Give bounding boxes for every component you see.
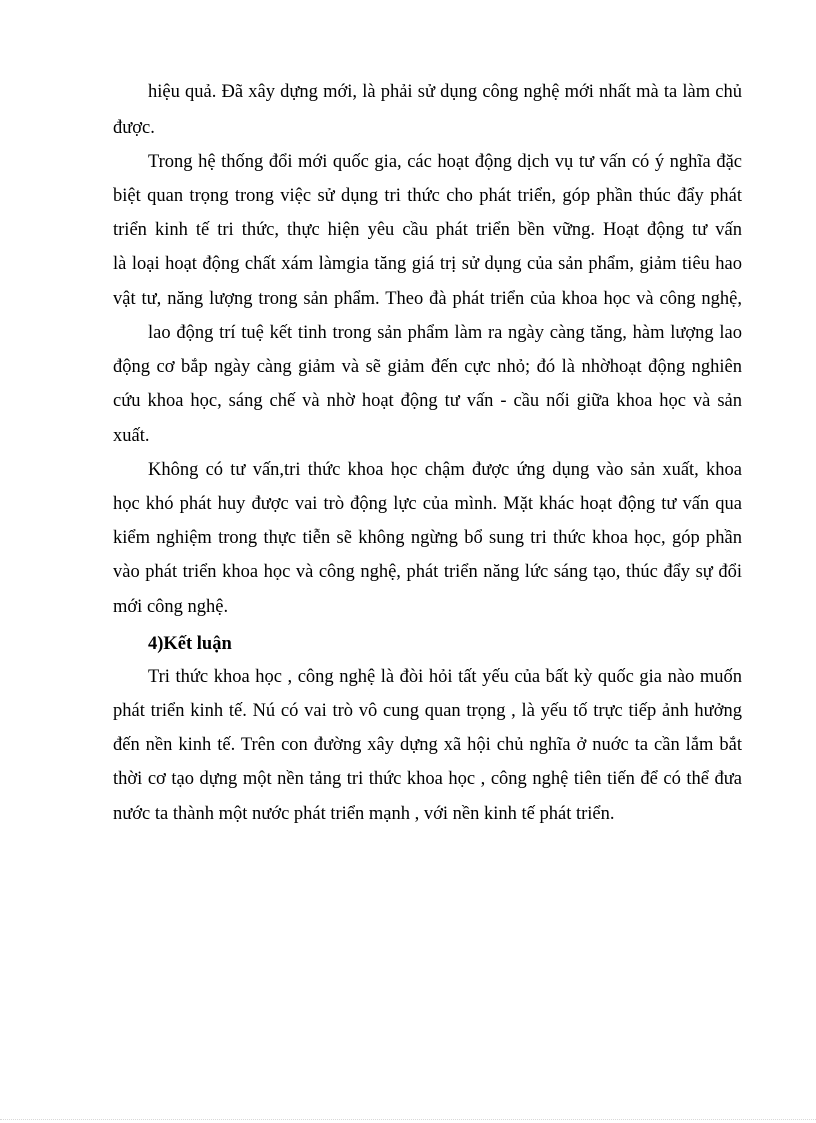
text-line: học khó phát huy được vai trò động lực của mình. Mặt khác hoạt động tư vấn qua bbox=[113, 494, 742, 514]
text-line: thời cơ tạo dựng một nền tảng tri thức khoa học , công nghệ tiên tiến để có thể đưa bbox=[113, 769, 742, 789]
text-line: biệt quan trọng trong việc sử dụng tri thức cho phát triển, góp phần thúc đẩy phát bbox=[113, 186, 742, 206]
section-heading: 4)Kết luận bbox=[148, 634, 232, 654]
text-line: Không có tư vấn,tri thức khoa học chậm được ứng dụng vào sản xuất, khoa bbox=[148, 460, 742, 480]
text-line: triển kinh tế tri thức, thực hiện yêu cầu phát triển bền vững. Hoạt động tư vấn bbox=[113, 220, 742, 240]
text-line: kiểm nghiệm trong thực tiễn sẽ không ngừng bổ sung tri thức khoa học, góp phần bbox=[113, 528, 742, 548]
text-line: đến nền kinh tế. Trên con đường xây dựng xã hội chủ nghĩa ở nuớc ta cần lắm bắt bbox=[113, 735, 742, 755]
text-line: phát triển kinh tế. Nú có vai trò vô cung quan trọng , là yếu tố trực tiếp ảnh hưởng bbox=[113, 701, 742, 721]
text-line: được. bbox=[113, 118, 155, 138]
text-line: vào phát triển khoa học và công nghệ, phát triển năng lức sáng tạo, thúc đẩy sự đổi bbox=[113, 562, 742, 582]
text-line: nước ta thành một nước phát triển mạnh , với nền kinh tế phát triển. bbox=[113, 804, 615, 824]
text-line: Trong hệ thống đổi mới quốc gia, các hoạt động dịch vụ tư vấn có ý nghĩa đặc bbox=[148, 152, 742, 172]
text-line: là loại hoạt động chất xám làmgia tăng giá trị sử dụng của sản phẩm, giảm tiêu hao bbox=[113, 254, 742, 274]
page-bottom-divider bbox=[0, 1119, 816, 1120]
text-line: cứu khoa học, sáng chế và nhờ hoạt động tư vấn - cầu nối giữa khoa học và sản bbox=[113, 391, 742, 411]
text-line: vật tư, năng lượng trong sản phẩm. Theo đà phát triển của khoa học và công nghệ, bbox=[113, 289, 742, 309]
text-line: lao động trí tuệ kết tinh trong sản phẩm làm ra ngày càng tăng, hàm lượng lao bbox=[148, 323, 742, 343]
text-line: xuất. bbox=[113, 426, 150, 446]
text-line: Tri thức khoa học , công nghệ là đòi hỏi tất yếu của bất kỳ quốc gia nào muốn bbox=[148, 667, 742, 687]
text-line: hiệu quả. Đã xây dựng mới, là phải sử dụng công nghệ mới nhất mà ta làm chủ bbox=[148, 82, 742, 102]
text-line: mới công nghệ. bbox=[113, 597, 229, 617]
text-line: động cơ bắp ngày càng giảm và sẽ giảm đến cực nhỏ; đó là nhờhoạt động nghiên bbox=[113, 357, 742, 377]
